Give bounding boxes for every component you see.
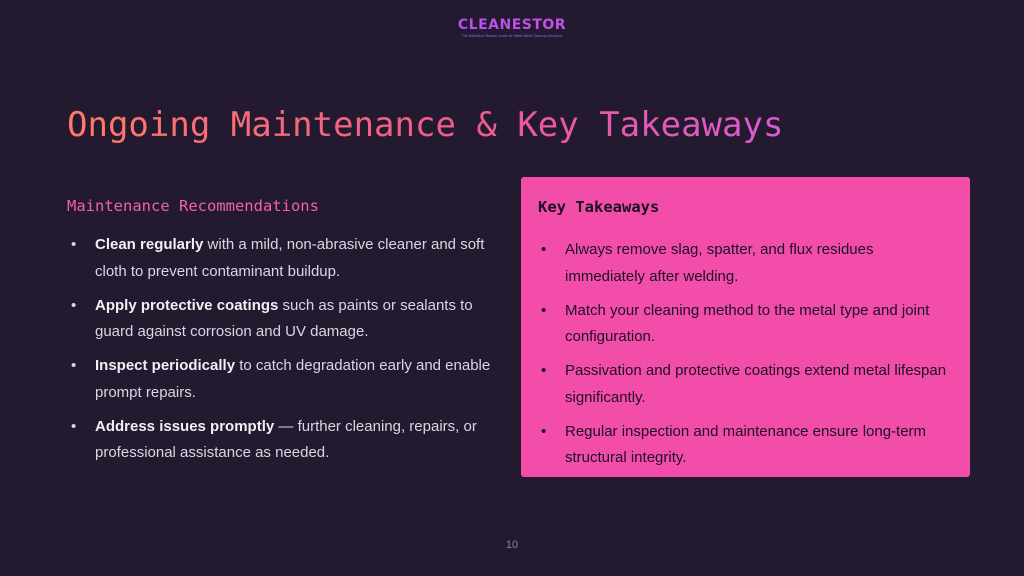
- key-takeaways-heading: Key Takeaways: [538, 198, 660, 216]
- maintenance-item-bold: Inspect periodically: [95, 357, 236, 374]
- maintenance-section: [67, 194, 507, 474]
- takeaway-item: [538, 358, 953, 411]
- takeaway-item-text: Match your cleaning method to the metal type and joint configuration.: [565, 301, 930, 345]
- takeaway-item: [538, 237, 953, 290]
- takeaway-item: [538, 298, 953, 351]
- maintenance-heading: Maintenance Recommendations: [67, 197, 319, 215]
- maintenance-item: [67, 232, 507, 285]
- takeaway-item-text: Regular inspection and maintenance ensure long-term structural integrity.: [565, 422, 927, 466]
- takeaway-item-text: Passivation and protective coatings extend metal lifespan significantly.: [565, 362, 947, 406]
- logo: [0, 17, 1024, 39]
- maintenance-item-text: with a mild, non-abrasive cleaner and soft cloth to prevent contaminant buildup.: [95, 236, 485, 280]
- slide-title: Ongoing Maintenance & Key Takeaways: [67, 102, 783, 148]
- maintenance-item-text: — further cleaning, repairs, or professional assistance as needed.: [95, 417, 477, 461]
- key-takeaways-card: [521, 177, 970, 477]
- maintenance-item: [67, 414, 507, 467]
- maintenance-item: [67, 293, 507, 346]
- takeaway-item-text: Always remove slag, spatter, and flux residues immediately after welding.: [565, 241, 874, 285]
- bullet-icon: •: [71, 357, 77, 374]
- bullet-icon: •: [541, 241, 547, 258]
- takeaway-item: [538, 419, 953, 472]
- bullet-icon: •: [71, 236, 77, 253]
- logo-tagline: The Definitive Modern Guide for Metal Weld Cleaning Solutions: [461, 34, 563, 38]
- maintenance-item: [67, 353, 507, 406]
- maintenance-item-bold: Apply protective coatings: [95, 296, 279, 314]
- bullet-icon: •: [71, 417, 77, 435]
- bullet-icon: •: [541, 362, 547, 379]
- maintenance-item-text: such as paints or sealants to guard against corrosion and UV damage.: [95, 296, 473, 340]
- key-takeaways-list: [538, 237, 953, 472]
- maintenance-item-bold: Clean regularly: [95, 236, 204, 253]
- logo-wordmark: CLEANESTOR: [0, 17, 1024, 33]
- maintenance-item-text: to catch degradation early and enable prompt repairs.: [95, 357, 491, 401]
- page-number: 10: [505, 539, 519, 551]
- maintenance-list: [67, 232, 507, 467]
- bullet-icon: •: [71, 296, 77, 314]
- bullet-icon: •: [541, 422, 547, 440]
- maintenance-item-bold: Address issues promptly: [95, 417, 275, 435]
- bullet-icon: •: [541, 301, 547, 319]
